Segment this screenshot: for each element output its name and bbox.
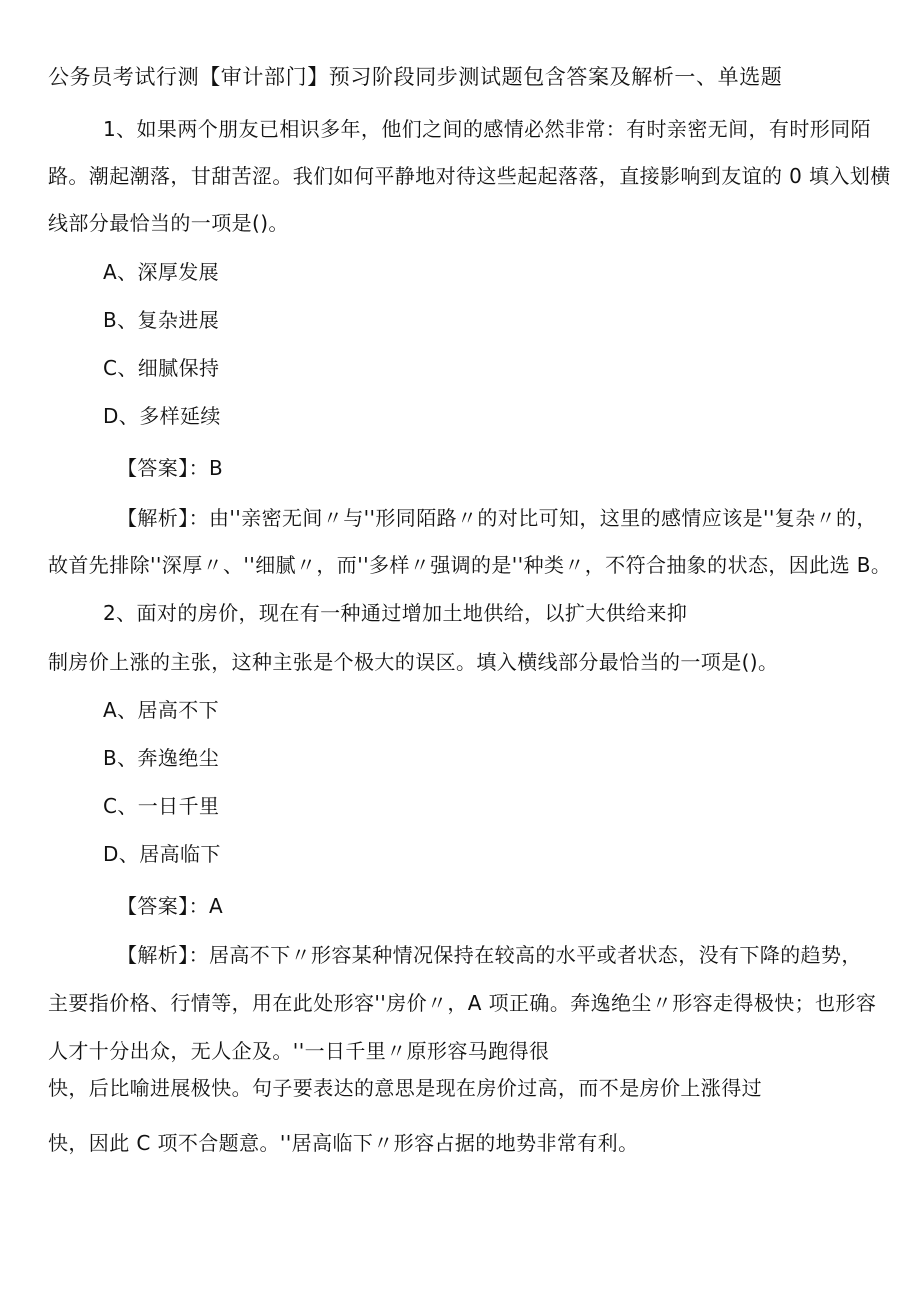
q2-analysis-line-5: 快，因此 C 项不合题意。''居高临下〃形容占据的地势非常有利。 [48,1131,639,1155]
q1-option-b: B、复杂进展 [103,308,220,332]
q2-analysis-line-2: 主要指价格、行情等，用在此处形容''房价〃，A 项正确。奔逸绝尘〃形容走得极快；也形容 [48,991,877,1015]
q2-option-c: C、一日千里 [103,794,220,818]
q1-option-c: C、细腻保持 [103,356,220,380]
q2-answer: 【答案】：A [117,894,224,918]
q1-stem-line-2: 路。潮起潮落，甘甜苦涩。我们如何平静地对待这些起起落落，直接影响到友谊的 0 填入划横 [48,164,891,188]
document-title: 公务员考试行测【审计部门】预习阶段同步测试题包含答案及解析一、单选题 [48,65,783,89]
q2-option-a: A、居高不下 [103,698,220,722]
q1-stem-line-3: 线部分最恰当的一项是()。 [48,211,289,235]
q1-answer: 【答案】：B [117,456,224,480]
q1-analysis-line-1: 【解析】：由''亲密无间〃与''形同陌路〃的对比可知，这里的感情应该是''复杂〃的， [117,506,877,530]
q2-analysis-line-3: 人才十分出众，无人企及。''一日千里〃原形容马跑得很 [48,1039,550,1063]
q2-analysis-line-4: 快，后比喻进展极快。句子要表达的意思是现在房价过高，而不是房价上涨得过 [48,1076,762,1100]
q2-option-d: D、居高临下 [103,842,221,866]
q2-analysis-line-1: 【解析】：居高不下〃形容某种情况保持在较高的水平或者状态，没有下降的趋势， [117,943,862,967]
q2-option-b: B、奔逸绝尘 [103,746,220,770]
q2-stem-line-2: 制房价上涨的主张，这种主张是个极大的误区。填入横线部分最恰当的一项是()。 [48,650,779,674]
q1-analysis-line-2: 故首先排除''深厚〃、''细腻〃，而''多样〃强调的是''种类〃，不符合抽象的状态，因此选 B。 [48,553,892,577]
q1-option-a: A、深厚发展 [103,260,220,284]
q1-stem-line-1: 1、如果两个朋友已相识多年，他们之间的感情必然非常：有时亲密无间，有时形同陌 [103,117,871,141]
q1-option-d: D、多样延续 [103,404,221,428]
q2-stem-line-1: 2、面对的房价，现在有一种通过增加土地供给，以扩大供给来抑 [103,601,688,625]
